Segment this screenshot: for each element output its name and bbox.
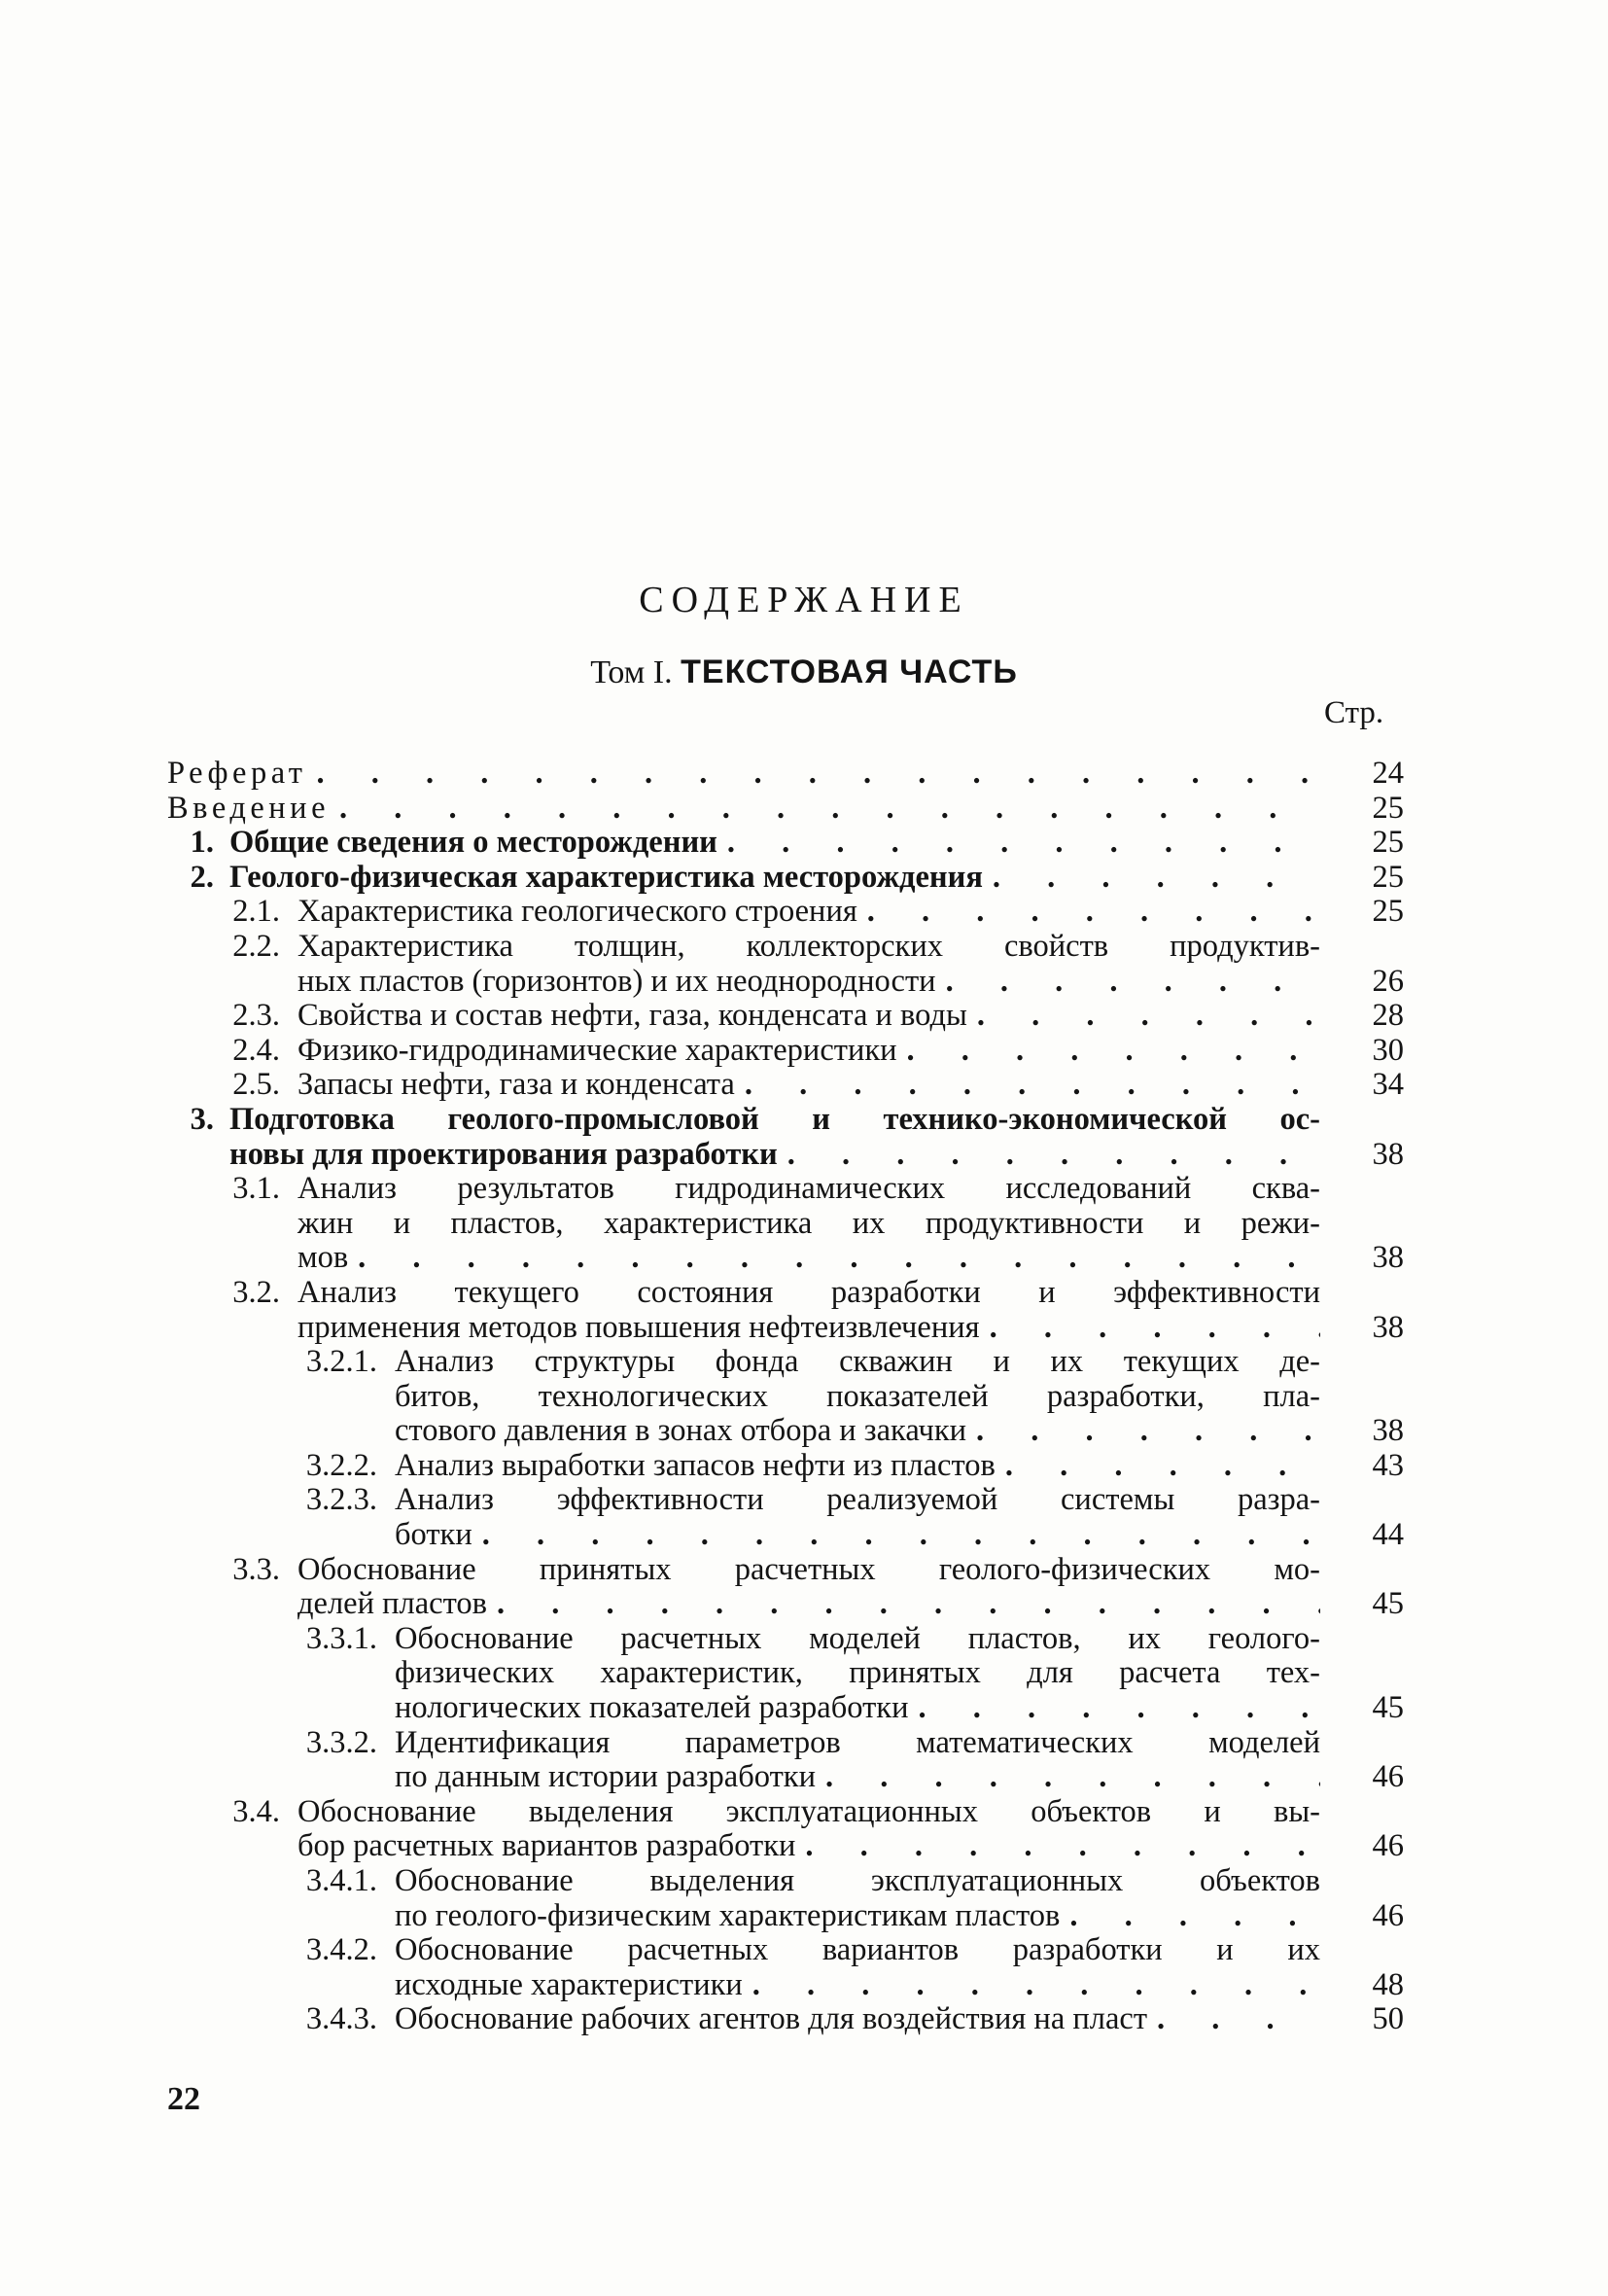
toc-entry-text: Обоснование рабочих агентов для воздействия на пласт — [395, 2001, 1148, 2037]
toc-entry-text: по геолого-физическим характеристикам пластов — [395, 1897, 1061, 1933]
dot-leader — [825, 1760, 1320, 1795]
toc-entry-number: 3.3. — [232, 1551, 280, 1587]
toc-entry-number: 3. — [190, 1101, 214, 1137]
toc-entry-text: нологических показателей разработки — [395, 1690, 909, 1726]
toc-entry-text: битов, технологических показателей разработки, пла- — [395, 1378, 1320, 1414]
toc-entry — [167, 1553, 1404, 1622]
toc-entry-text: исходные характеристики — [395, 1966, 743, 2002]
toc-entry-number: 3.3.1. — [305, 1620, 377, 1656]
toc-entry-number: 2.2. — [232, 928, 280, 964]
toc-entry-page: 46 — [1372, 1828, 1404, 1864]
toc-entry-text: мов — [297, 1240, 349, 1276]
volume-name: ТЕКСТОВАЯ ЧАСТЬ — [681, 653, 1018, 690]
toc-entry — [167, 757, 1404, 792]
page-column-header: Стр. — [1324, 695, 1384, 730]
toc-entry-page: 38 — [1372, 1309, 1404, 1345]
toc-entry-text: Обоснование принятых расчетных геолого-физических мо- — [297, 1551, 1320, 1587]
toc-entry-page: 46 — [1372, 1897, 1404, 1933]
toc-entry-text: Анализ эффективности реализуемой системы разра- — [395, 1482, 1320, 1518]
dot-leader — [1069, 1899, 1320, 1934]
dot-leader — [1005, 1449, 1320, 1484]
toc-entry-text: новы для проектирования разработки — [229, 1136, 778, 1172]
toc-entry-page: 43 — [1372, 1447, 1404, 1483]
volume-prefix: Том I. — [590, 654, 673, 690]
toc-entry-page: 46 — [1372, 1759, 1404, 1795]
table-of-contents — [167, 757, 1404, 2037]
toc-entry-text: Анализ результатов гидродинамических исследований сква- — [297, 1171, 1320, 1207]
toc-entry — [167, 895, 1404, 930]
toc-entry — [167, 792, 1404, 827]
toc-entry-text: Подготовка геолого-промысловой и технико-экономической ос- — [229, 1101, 1320, 1137]
toc-entry-text: делей пластов — [297, 1586, 487, 1622]
dot-leader — [497, 1587, 1320, 1622]
toc-entry-page: 48 — [1372, 1966, 1404, 2002]
toc-entry-page: 45 — [1372, 1586, 1404, 1622]
toc-entry-number: 2.1. — [232, 894, 280, 930]
toc-entry-text: Геолого-физическая характеристика месторождения — [229, 859, 983, 895]
toc-entry — [167, 1034, 1404, 1069]
toc-entry — [167, 1933, 1404, 2002]
dot-leader — [745, 1068, 1320, 1103]
toc-entry-page: 24 — [1372, 756, 1404, 791]
dot-leader — [358, 1241, 1320, 1276]
toc-entry — [167, 1864, 1404, 1933]
toc-entry-text: Анализ текущего состояния разработки и эффективности — [297, 1274, 1320, 1310]
toc-entry-page: 25 — [1372, 894, 1404, 930]
toc-entry-page: 45 — [1372, 1690, 1404, 1726]
toc-entry-page: 44 — [1372, 1517, 1404, 1553]
dot-leader — [990, 1311, 1320, 1346]
dot-leader — [918, 1691, 1320, 1726]
dot-leader — [787, 1138, 1320, 1173]
toc-entry-text: ных пластов (горизонтов) и их неоднородности — [297, 963, 936, 999]
toc-entry-text: Введение — [167, 790, 330, 826]
dot-leader — [727, 826, 1320, 861]
toc-entry — [167, 1345, 1404, 1449]
toc-entry-text: по данным истории разработки — [395, 1759, 816, 1795]
dot-leader — [976, 1414, 1320, 1449]
toc-entry-page: 26 — [1372, 963, 1404, 999]
dot-leader — [977, 999, 1320, 1034]
toc-entry-number: 2. — [190, 859, 214, 895]
toc-entry-text: Идентификация параметров математических моделей — [395, 1724, 1320, 1760]
toc-entry-number: 2.5. — [232, 1067, 280, 1103]
dot-leader — [1157, 2002, 1320, 2037]
dot-leader — [752, 1968, 1320, 2003]
toc-entry — [167, 1103, 1404, 1172]
toc-entry — [167, 2002, 1404, 2037]
toc-entry — [167, 1622, 1404, 1726]
toc-entry-text: жин и пластов, характеристика их продуктивности и режи- — [297, 1205, 1320, 1241]
toc-entry-page: 25 — [1372, 790, 1404, 826]
toc-entry-text: Анализ структуры фонда скважин и их текущих де- — [395, 1344, 1320, 1380]
toc-entry — [167, 1172, 1404, 1276]
toc-entry — [167, 1068, 1404, 1103]
toc-entry — [167, 1276, 1404, 1345]
toc-entry — [167, 1449, 1404, 1484]
toc-entry-number: 2.3. — [232, 998, 280, 1034]
toc-entry-page: 50 — [1372, 2001, 1404, 2037]
toc-entry-number: 2.4. — [232, 1032, 280, 1068]
volume-heading — [0, 653, 1608, 691]
dot-leader — [482, 1518, 1320, 1553]
dot-leader — [946, 965, 1320, 1000]
toc-entry-text: Обоснование выделения эксплуатационных объектов — [395, 1863, 1320, 1898]
toc-entry-text: Обоснование расчетных вариантов разработки и их — [395, 1932, 1320, 1968]
toc-entry-text: ботки — [395, 1517, 472, 1553]
toc-entry-text: Характеристика толщин, коллекторских свойств продуктив- — [297, 928, 1320, 964]
toc-entry-text: Свойства и состав нефти, газа, конденсата и воды — [297, 998, 967, 1034]
toc-entry-text: Запасы нефти, газа и конденсата — [297, 1067, 735, 1103]
toc-entry-number: 3.2.2. — [305, 1447, 377, 1483]
toc-entry-text: физических характеристик, принятых для расчета тех- — [395, 1655, 1320, 1691]
toc-entry — [167, 826, 1404, 861]
toc-entry-number: 1. — [190, 825, 214, 861]
footer-page-number: 22 — [167, 2081, 200, 2117]
toc-entry-number: 3.2.1. — [305, 1344, 377, 1380]
toc-entry-number: 3.2. — [232, 1274, 280, 1310]
toc-entry-page: 25 — [1372, 825, 1404, 861]
toc-entry-text: Физико-гидродинамические характеристики — [297, 1032, 897, 1068]
toc-entry — [167, 1726, 1404, 1795]
toc-entry-number: 3.4. — [232, 1793, 280, 1829]
dot-leader — [867, 895, 1320, 930]
toc-entry-number: 3.2.3. — [305, 1482, 377, 1518]
toc-entry-number: 3.1. — [232, 1171, 280, 1207]
toc-entry — [167, 1483, 1404, 1552]
toc-entry — [167, 1795, 1404, 1864]
toc-entry — [167, 999, 1404, 1034]
page-title: СОДЕРЖАНИЕ — [639, 580, 969, 620]
toc-entry-page: 38 — [1372, 1136, 1404, 1172]
toc-entry-number: 3.4.2. — [305, 1932, 377, 1968]
toc-entry-page: 28 — [1372, 998, 1404, 1034]
toc-entry-number: 3.3.2. — [305, 1724, 377, 1760]
toc-entry — [167, 930, 1404, 999]
toc-entry-text: Обоснование выделения эксплуатационных объектов и вы- — [297, 1793, 1320, 1829]
toc-entry-text: стового давления в зонах отбора и закачки — [395, 1413, 966, 1449]
toc-entry-page: 38 — [1372, 1413, 1404, 1449]
dot-leader — [993, 861, 1320, 896]
dot-leader — [907, 1034, 1320, 1069]
toc-entry-text: Анализ выработки запасов нефти из пластов — [395, 1447, 996, 1483]
toc-entry-text: применения методов повышения нефтеизвлечения — [297, 1309, 980, 1345]
toc-entry-text: Характеристика геологического строения — [297, 894, 857, 930]
toc-entry-number: 3.4.1. — [305, 1863, 377, 1898]
toc-entry-number: 3.4.3. — [305, 2001, 377, 2037]
toc-entry-page: 38 — [1372, 1240, 1404, 1276]
dot-leader — [317, 757, 1321, 792]
dot-leader — [805, 1829, 1320, 1864]
toc-entry — [167, 861, 1404, 896]
toc-entry-text: Реферат — [167, 756, 307, 791]
dot-leader — [339, 792, 1320, 827]
toc-entry-page: 34 — [1372, 1067, 1404, 1103]
toc-entry-text: Общие сведения о месторождении — [229, 825, 717, 861]
toc-entry-text: Обоснование расчетных моделей пластов, их геолого- — [395, 1620, 1320, 1656]
toc-entry-text: бор расчетных вариантов разработки — [297, 1828, 796, 1864]
toc-entry-page: 30 — [1372, 1032, 1404, 1068]
toc-entry-page: 25 — [1372, 859, 1404, 895]
